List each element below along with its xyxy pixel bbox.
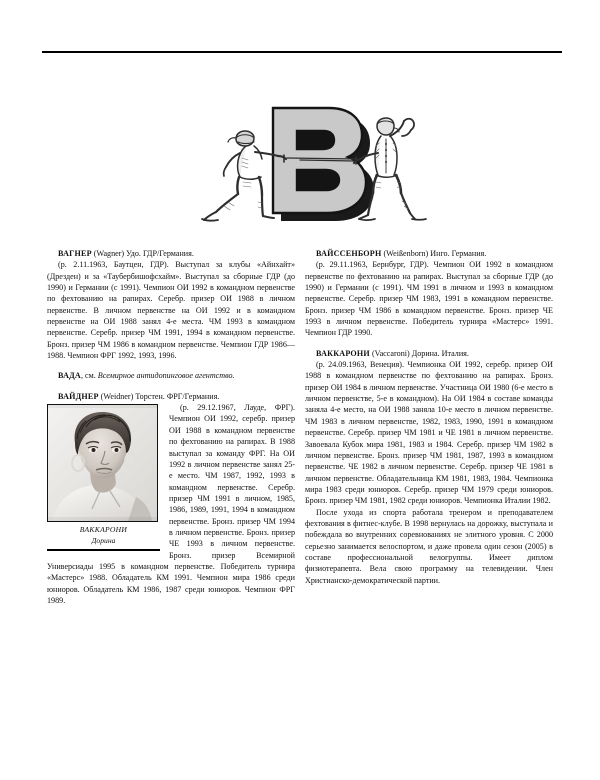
latin-name: (Vaccaroni) <box>371 348 410 358</box>
entry-body: (р. 24.09.1963, Венеция). Чемпионка ОИ 1992, серебр. призер ОИ 1988 в командном первенстве по фехтованию на рапирах. Бронз. призер ОИ 1984 в личном первенстве. Участница ОИ 1980 (6-е место в личном первенстве, 5-е в командном). На ОИ 1984 в составе команды заняла 4-е место, на ОИ 1988 заняла 10-е место в личном первенстве. ЧМ 1983 в личном первенстве, 1982, 1983, 1990, 1991 в командном первенстве. Серебр. призер ЧМ 1981 и ЧЕ 1981 в личном первенстве. Завоевала Кубок мира 1981, 1983 и 1984. Серебр. призер ЧМ 1982 в личном первенстве. Бронз. призер ЧМ 1981, 1987, 1993 в командном первенстве. ЧЕ 1982 в личном первенстве. Серебр. призер ЧЕ 1981 в личном первенстве. Обладательница КМ 1981, 1983, 1984. Чемпионка мира 1983 среди юниоров. Серебр. призер ЧМ 1979 среди юниоров. Бронз. призер ЧМ 1981, 1982 среди юниоров. Чемпионка Италии 1982. <box>305 360 553 506</box>
crossref-line <box>47 370 295 381</box>
entry-body: (р. 29.11.1963, Бернбург, ГДР). Чемпион ОИ 1992 в командном первенстве по фехтованию на рапирах. Выступал за сборные ГДР (до 1990) и Германии (с 1991). ЧМ 1991 в личном и 1993 в командном первенстве. Серебр. призер ЧМ 1983, 1991 в командном первенстве. Бронз. призер ЧМ 1986 в командном первенстве. Бронз. призер ЧЕ 1993 в личном первенстве. Победитель турнира «Мастерс» 1991. Чемпион ГДР 1990. <box>305 260 553 338</box>
column-right <box>305 248 553 586</box>
entry-headline <box>305 248 553 259</box>
entry-headline <box>47 248 295 259</box>
headword: ВАГНЕР <box>58 249 92 258</box>
given-name: Дорина. Италия. <box>411 348 469 358</box>
figure-rule <box>47 549 160 550</box>
entry-vakkaroni <box>305 348 553 586</box>
latin-name: (Weißenborn) <box>383 249 429 258</box>
article-columns <box>47 248 553 758</box>
crossref-lead: , см. <box>80 371 98 381</box>
given-name: Удо. ГДР/Германия. <box>126 249 194 258</box>
entry-body: (р. 29.12.1967, Лауде, ФРГ). Чемпион ОИ 1992, серебр. призер ОИ 1988 в командном первенстве по фехтованию на рапирах. В 1988 выступал за команду ФРГ. На ОИ 1992 в личном первенстве занял 25-е место. ЧМ 1987, 1992, 1993 в командном первенстве. Серебр. призер ЧМ 1991 в личном, 1985, 1986, 1989, 1991, 1994 в командном первенстве. Бронз. призер ЧМ 1994 в личном первенстве. Бронз. призер ЧЕ 1993 в личном первенстве. Бронз. призер Всемирной Универсиады 1995 в командном первенстве. Победитель турнира «Мастерс» 1988. Обладатель КМ 1991. Чемпион мира 1986 среди юниоров. Обладатель КМ 1986, 1987 среди юниоров. Чемпион ФРГ 1989. <box>47 403 295 605</box>
entry-vagner <box>47 248 295 361</box>
headword: ВАЙДНЕР <box>58 391 99 401</box>
entry-body: (р. 2.11.1963, Баутцен, ГДР). Выступал за клубы «Айнхайт» (Дрезден) и за «Таубербишофсхайм». Выступал за сборные ГДР (до 1990) и Германии (с 1991). Чемпион ОИ 1992 в командном первенстве по фехтованию на рапирах. Серебр. призер ОИ 1988 в личном первенстве. В личном первенстве на ОИ 1992 и в командном первенстве на ОИ 1988 занял 4-е места. ЧМ 1993 в командном первенстве. Серебр. призер ЧМ 1991, 1994 в командном первенстве. Бронз. призер ЧМ 1986 в командном первенстве. Чемпион ГДР 1986—1988. Чемпион ФРГ 1992, 1993, 1996. <box>47 260 295 361</box>
given-name: Торстен. ФРГ/Германия. <box>135 391 220 401</box>
column-left <box>47 248 295 606</box>
figure-vakkaroni-photo <box>47 404 160 551</box>
crossref-target[interactable]: Всемирное антидопинговое агентство. <box>97 371 235 381</box>
headword: ВАДА <box>58 371 81 381</box>
entry-vada <box>47 370 295 381</box>
entry-vayssenborn <box>305 248 553 339</box>
latin-name: (Wagner) <box>93 249 125 258</box>
entry-headline <box>47 391 295 402</box>
figure-caption <box>47 522 160 546</box>
header-rule <box>42 51 562 53</box>
headword: ВАККАРОНИ <box>316 348 370 358</box>
figure-caption-name: ВАККАРОНИ <box>79 525 128 535</box>
decorative-letter-illustration <box>180 98 430 233</box>
entry-vaydner <box>47 391 295 607</box>
entry-headline <box>305 348 553 359</box>
figure-caption-given: Дорина <box>91 535 116 545</box>
latin-name: (Weidner) <box>100 391 134 401</box>
portrait-photo <box>47 404 158 522</box>
headword: ВАЙССЕНБОРН <box>316 249 382 258</box>
entry-body-continued: После ухода из спорта работала тренером и преподавателем фехтования в фитнес-клубе. В 1998 вернулась на дорожку, выступала и побеждала во внутренних соревнованиях не элитного уровня. С 2000 серьезно занимается велоспортом, и даже провела один сезон (2005) в составе профессиональной велогруппы. Имеет диплом физиотерапевта. Вела свою программу на телевидении. Член Христианско-демократической партии. <box>305 507 553 585</box>
given-name: Инго. Германия. <box>430 249 487 258</box>
